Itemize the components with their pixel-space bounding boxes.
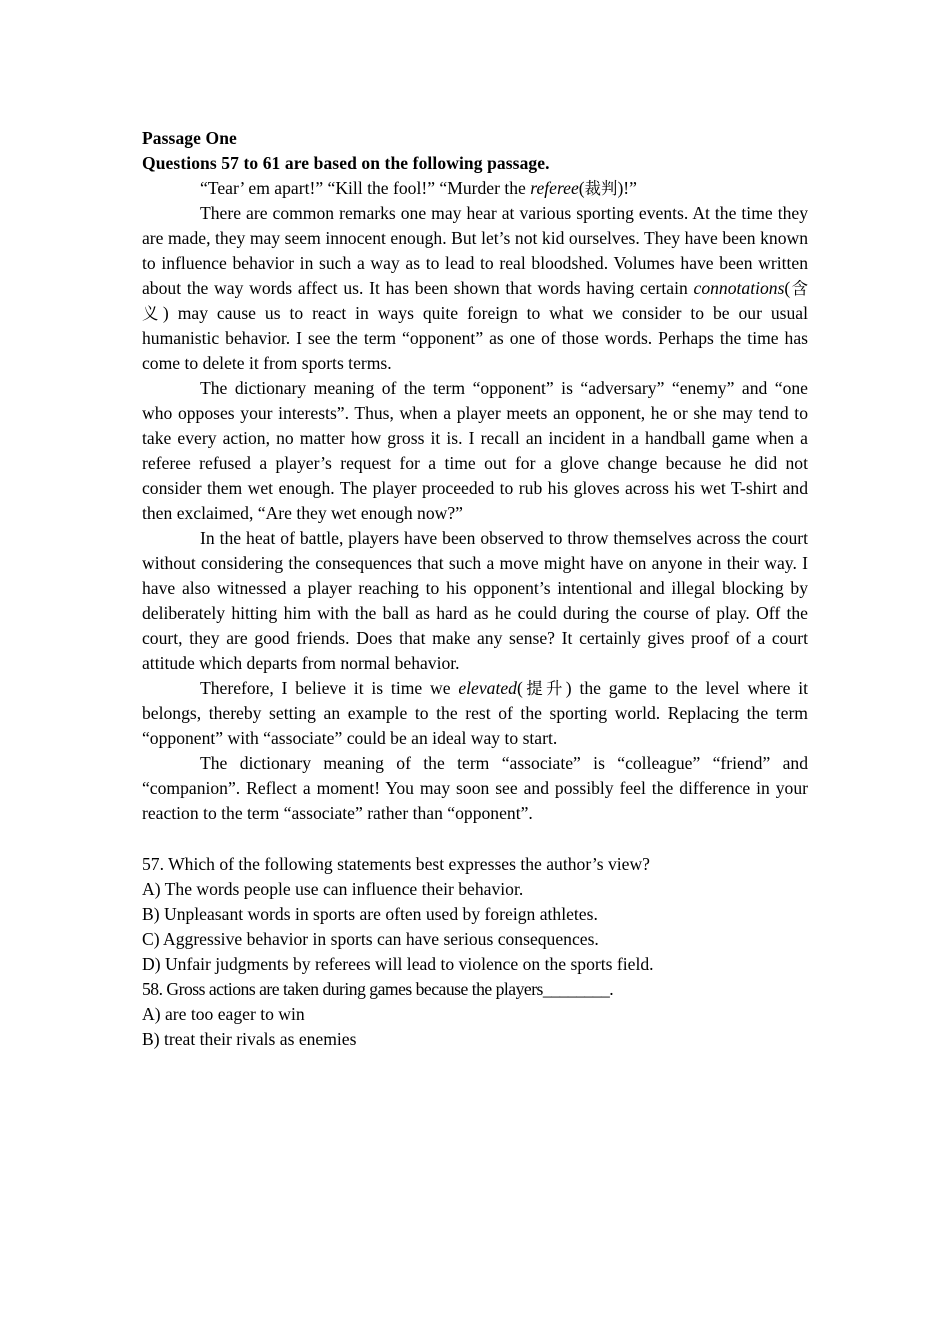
passage-text: “Tear’ em apart!” “Kill the fool!” “Murder the	[200, 178, 531, 198]
passage-text: The dictionary meaning of the term “associate” is “colleague” “friend” and “companion”. Reflect a moment! You may soon see and possibly feel the difference in your reaction to the term “associate” rather than “opponent”.	[142, 753, 808, 823]
chinese-gloss: 裁判	[584, 179, 618, 198]
questions-section	[142, 852, 808, 1052]
passage-text: (	[578, 178, 585, 198]
passage-text: )!”	[617, 178, 637, 198]
question-57-option-b[interactable]: B) Unpleasant words in sports are often used by foreign athletes.	[142, 904, 598, 924]
question-57-option-a[interactable]: A) The words people use can influence their behavior.	[142, 879, 524, 899]
passage-text: The dictionary meaning of the term “opponent” is “adversary” “enemy” and “one who opposes your interests”. Thus, when a player meets an opponent, he or she may tend to take every action, no matter how gross it is. I recall an incident in a handball game when a referee refused a player’s request for a time out for a glove change because he did not consider them wet enough. The player proceeded to rub his gloves across his wet T-shirt and then exclaimed, “Are they wet enough now?”	[142, 378, 808, 523]
glossed-term: elevated	[458, 678, 517, 698]
glossed-term: connotations	[693, 278, 785, 298]
passage-paragraph-2	[142, 201, 808, 376]
question-57-option-d[interactable]: D) Unfair judgments by referees will lead to violence on the sports field.	[142, 954, 654, 974]
passage-text: In the heat of battle, players have been observed to throw themselves across the court without considering the consequences that such a move might have on anyone in their way. I have also witnessed a player reaching to his opponent’s intentional and illegal blocking by deliberately hitting him with the ball as hard as he could during the course of play. Off the court, they are good friends. Does that make any sense? It certainly gives proof of a court attitude which departs from normal behavior.	[142, 528, 808, 673]
passage-questions-spacer	[142, 826, 808, 852]
passage-paragraph-5	[142, 676, 808, 751]
passage-text: (	[784, 278, 791, 298]
passage-text: (	[516, 678, 523, 698]
passage-text: ) the game to the level where it belongs, thereby setting an example to the rest of the sporting world. Replacing the term “opponent” with “associate” could be an ideal way to start.	[142, 678, 809, 748]
chinese-gloss: 提升	[522, 679, 566, 698]
passage-paragraph-1	[142, 176, 808, 201]
passage-text: ) may cause us to react in ways quite foreign to what we consider to be our usual humanistic behavior. I see the term “opponent” as one of those words. Perhaps the time has come to delete it from sports terms.	[142, 303, 808, 373]
question-57-stem: 57. Which of the following statements best expresses the author’s view?	[142, 854, 650, 874]
passage-paragraph-6	[142, 751, 808, 826]
document-content	[142, 126, 808, 1052]
passage-paragraph-4	[142, 526, 808, 676]
passage-body	[142, 176, 808, 826]
chinese-gloss: 含义	[142, 279, 809, 323]
passage-instruction: Questions 57 to 61 are based on the following passage.	[142, 153, 550, 173]
passage-text: There are common remarks one may hear at various sporting events. At the time they are made, they may seem innocent enough. But let’s not kid ourselves. They have been known to influence behavior in such a way as to lead to real bloodshed. Volumes have been written about the way words affect us. It has been shown that words having certain	[142, 203, 808, 298]
question-57-option-c[interactable]: C) Aggressive behavior in sports can have serious consequences.	[142, 929, 599, 949]
passage-paragraph-3	[142, 376, 808, 526]
passage-section-label: Passage One	[142, 128, 237, 148]
question-58-stem: 58. Gross actions are taken during games because the players________.	[142, 979, 614, 999]
passage-text: Therefore, I believe it is time we	[200, 678, 459, 698]
question-58-option-b[interactable]: B) treat their rivals as enemies	[142, 1029, 357, 1049]
question-58-option-a[interactable]: A) are too eager to win	[142, 1004, 305, 1024]
glossed-term: referee	[530, 178, 579, 198]
